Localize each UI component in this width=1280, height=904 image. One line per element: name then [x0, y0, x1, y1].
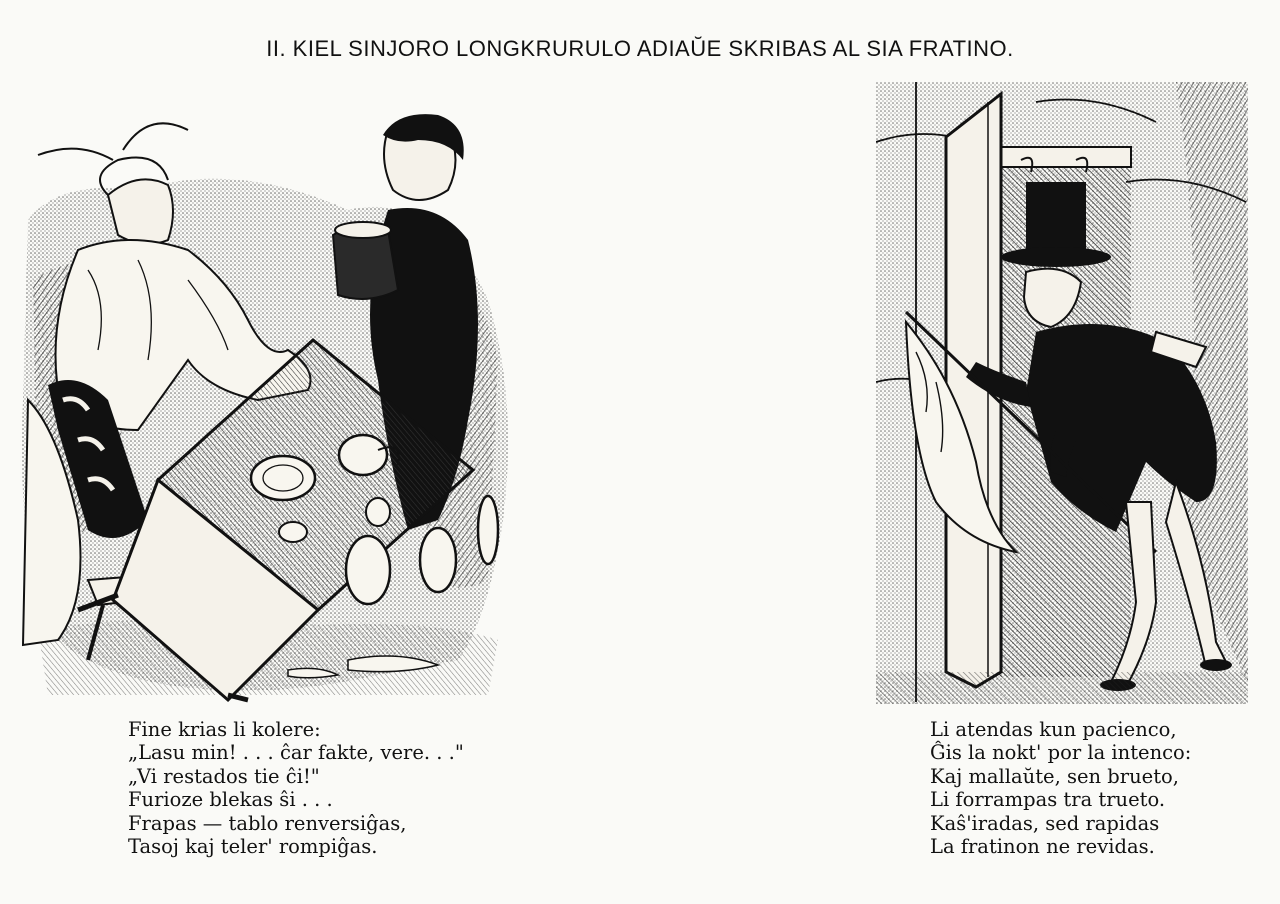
- left-illustration: [18, 100, 523, 705]
- page-title: II. KIEL SINJORO LONGKRURULO ADIAŬE SKRIBAS AL SIA FRATINO.: [266, 36, 1014, 61]
- verse-line: Li forrampas tra trueto.: [930, 788, 1166, 812]
- verse-line: „Vi restados tie ĉi!": [128, 764, 320, 788]
- verse-line: Ĝis la nokt' por la intenco:: [930, 741, 1192, 765]
- verse-line: Furioze blekas ŝi . . .: [128, 788, 333, 812]
- verse-line: Kaŝ'iradas, sed rapidas: [930, 811, 1160, 835]
- right-illustration: [876, 82, 1248, 704]
- right-verse: [930, 718, 1191, 858]
- verse-line: Li atendas kun pacienco,: [930, 718, 1177, 741]
- verse-line: Frapas — tablo renversiĝas,: [128, 811, 407, 835]
- verse-line: Kaj mallaŭte, sen brueto,: [930, 764, 1179, 788]
- verse-line: La fratinon ne revidas.: [930, 835, 1155, 859]
- verse-line: Fine krias li kolere:: [128, 718, 321, 741]
- left-verse: [128, 718, 464, 858]
- verse-line: „Lasu min! . . . ĉar fakte, vere. . .": [128, 741, 464, 765]
- verse-line: Tasoj kaj teler' rompiĝas.: [128, 835, 378, 859]
